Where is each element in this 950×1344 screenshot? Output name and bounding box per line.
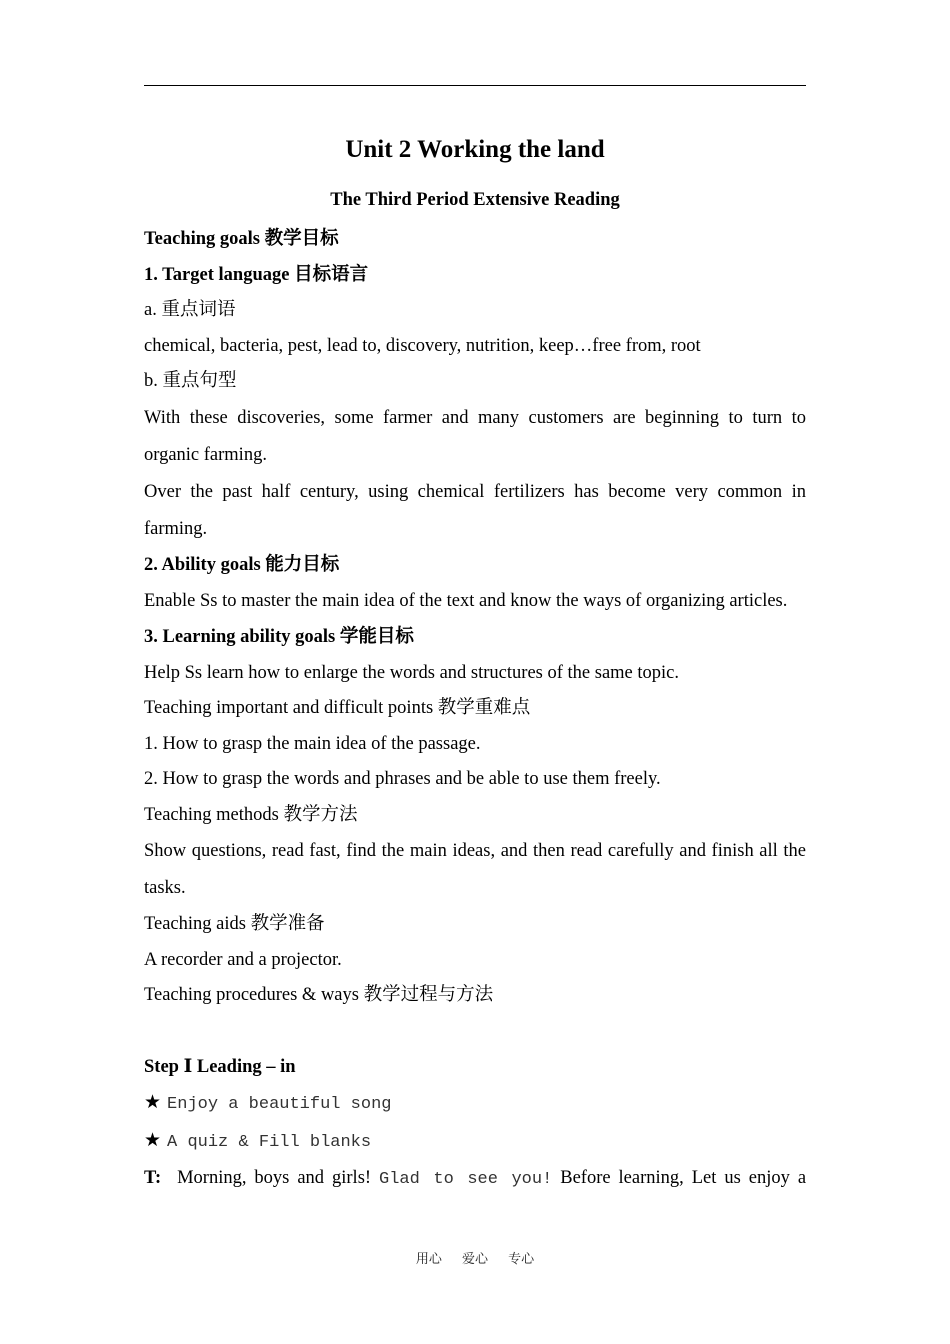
- teacher-label: T:: [144, 1168, 162, 1188]
- key-sentences-label: b. 重点句型: [144, 371, 237, 391]
- key-words: chemical, bacteria, pest, lead to, discovery, nutrition, keep…free from, root: [144, 335, 701, 356]
- key-sentence-2: Over the past half century, using chemical fertilizers has become very common in farming.: [144, 481, 806, 539]
- teaching-aids-heading: Teaching aids 教学准备: [144, 914, 325, 934]
- bullet-item: [144, 1123, 806, 1161]
- header-rule: [144, 85, 806, 86]
- ability-goals-text: Enable Ss to master the main idea of the text and know the ways of organizing articles.: [144, 591, 788, 611]
- key-words-label: a. 重点词语: [144, 300, 236, 320]
- bullet-item: [144, 1085, 806, 1123]
- teaching-methods-text: Show questions, read fast, find the main ideas, and then read carefully and finish all the tasks.: [144, 841, 806, 898]
- bullet-text: A quiz & Fill blanks: [167, 1132, 372, 1152]
- learning-goals-text: Help Ss learn how to enlarge the words and structures of the same topic.: [144, 662, 679, 683]
- ability-goals-heading: 2. Ability goals 能力目标: [144, 554, 340, 575]
- important-point-1: 1. How to grasp the main idea of the passage.: [144, 733, 481, 754]
- star-icon: ★: [144, 1128, 162, 1151]
- bullet-text: Enjoy a beautiful song: [167, 1095, 392, 1114]
- teacher-text-c: Before learning, Let us enjoy a: [560, 1168, 807, 1188]
- star-icon: ★: [144, 1091, 162, 1113]
- teacher-dialogue: [144, 1160, 806, 1198]
- teaching-methods-heading: Teaching methods 教学方法: [144, 804, 358, 825]
- learning-goals-heading: 3. Learning ability goals 学能目标: [144, 627, 414, 647]
- teacher-text-a: Morning, boys and girls!: [177, 1168, 372, 1188]
- page-footer: [0, 1248, 950, 1267]
- blank-line: [144, 1014, 806, 1050]
- key-sentence-1: With these discoveries, some farmer and many customers are beginning to turn to organic farming.: [144, 407, 806, 465]
- teacher-text-b: Glad to see you!: [379, 1170, 553, 1189]
- footer-word: 专心: [508, 1252, 535, 1267]
- page-subtitle: The Third Period Extensive Reading: [330, 190, 620, 210]
- step-1-heading: Step Ⅰ Leading – in: [144, 1056, 296, 1077]
- procedures-heading: Teaching procedures & ways 教学过程与方法: [144, 985, 494, 1005]
- teaching-aids-text: A recorder and a projector.: [144, 949, 342, 970]
- footer-word: 用心: [415, 1252, 442, 1267]
- page-title: Unit 2 Working the land: [345, 136, 605, 163]
- important-points-heading: Teaching important and difficult points 教学重难点: [144, 698, 531, 718]
- document-body: [144, 134, 806, 1198]
- teaching-goals-heading: Teaching goals 教学目标: [144, 229, 339, 249]
- important-point-2: 2. How to grasp the words and phrases and be able to use them freely.: [144, 769, 661, 789]
- footer-word: 爱心: [461, 1252, 488, 1267]
- target-language-heading: 1. Target language 目标语言: [144, 264, 369, 285]
